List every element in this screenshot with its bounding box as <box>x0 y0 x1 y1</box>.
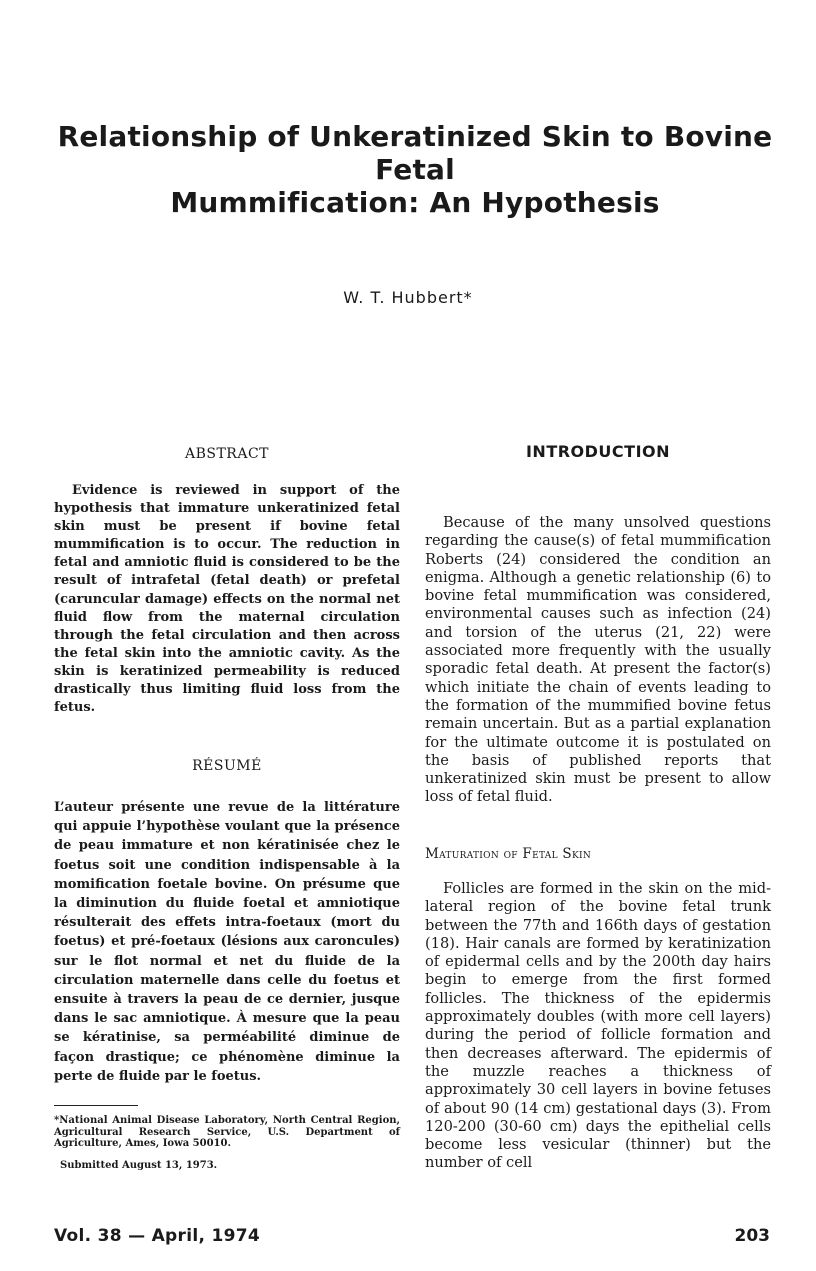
journal-volume: Vol. 38 — April, 1974 <box>54 1226 260 1246</box>
introduction-heading: INTRODUCTION <box>525 442 671 461</box>
resume-heading: RÉSUMÉ <box>192 758 262 774</box>
maturation-text: Follicles are formed in the skin on the mid-lateral region of the bovine fetal trunk between the 77th and 166th days of gestation (18). Hair canals are formed by keratinization of epidermal cells and by the 200th day hairs begin to emerge from the first formed follicles. The thickness of the epidermis approximately doubles (with more cell layers) during the period of follicle formation and then decreases afterward. The epidermis of the muzzle reaches a thickness of approximately 30 cell layers in bovine fetuses of about 90 (14 cm) gestational days (3). From 120-200 (30-60 cm) days the epithelial cells become less vesicular (thinner) but the number of cell <box>425 880 771 1172</box>
resume-text: L’auteur présente une revue de la littérature qui appuie l’hypothèse voulant que la présence de peau immature et non kératinisée chez le foetus soit une condition indispensable à la momification foetale bovine. On présume que la diminution du fluide foetal et amniotique résulterait des effets intra-foetaux (mort du foetus) et pré-foetaux (lésions aux caroncules) sur le flot normal et net du fluide de la circulation maternelle dans celle du foetus et ensuite à travers la peau de ce dernier, jusque dans le sac amniotique. À mesure que la peau se kératinise, sa perméabilité diminue de façon drastique; ce phénomène diminue la perte de fluide par le foetus. <box>54 800 400 1084</box>
page-number: 203 <box>734 1226 770 1246</box>
article-title-line-1: Relationship of Unkeratinized Skin to Bovine Fetal <box>57 120 773 186</box>
author-footnote: *National Animal Disease Laboratory, North Central Region, Agricultural Research Service, U.S. Department of Agriculture, Ames, Iowa 50010. <box>54 1115 400 1149</box>
introduction-text: Because of the many unsolved questions regarding the cause(s) of fetal mummification Roberts (24) considered the condition an enigma. Although a genetic relationship (6) to bovine fetal mummification was considered, environmental causes such as infection (24) and torsion of the uterus (21, 22) were associated more frequently with the usually sporadic fetal death. At present the factor(s) which initiate the chain of events leading to the formation of the mummified bovine fetus remain uncertain. But as a partial explanation for the ultimate outcome it is postulated on the basis of published reports that unkeratinized skin must be present to allow loss of fetal fluid. <box>425 514 771 806</box>
submission-date: Submitted August 13, 1973. <box>60 1160 218 1171</box>
footnote-rule <box>54 1105 138 1106</box>
maturation-heading: Maturation of Fetal Skin <box>425 846 592 862</box>
author-name: W. T. Hubbert* <box>343 288 473 307</box>
abstract-text: Evidence is reviewed in support of the hypothesis that immature unkeratinized fetal skin must be present if bovine fetal mummification is to occur. The reduction in fetal and amniotic fluid is considered to be the result of intrafetal (fetal death) or prefetal (caruncular damage) effects on the normal net fluid flow from the maternal circulation through the fetal circulation and then across the fetal skin into the amniotic cavity. As the skin is keratinized permeability is reduced drastically thus limiting fluid loss from the fetus. <box>54 483 400 716</box>
abstract-heading: ABSTRACT <box>184 446 270 462</box>
article-title-line-2: Mummification: An Hypothesis <box>170 186 660 219</box>
